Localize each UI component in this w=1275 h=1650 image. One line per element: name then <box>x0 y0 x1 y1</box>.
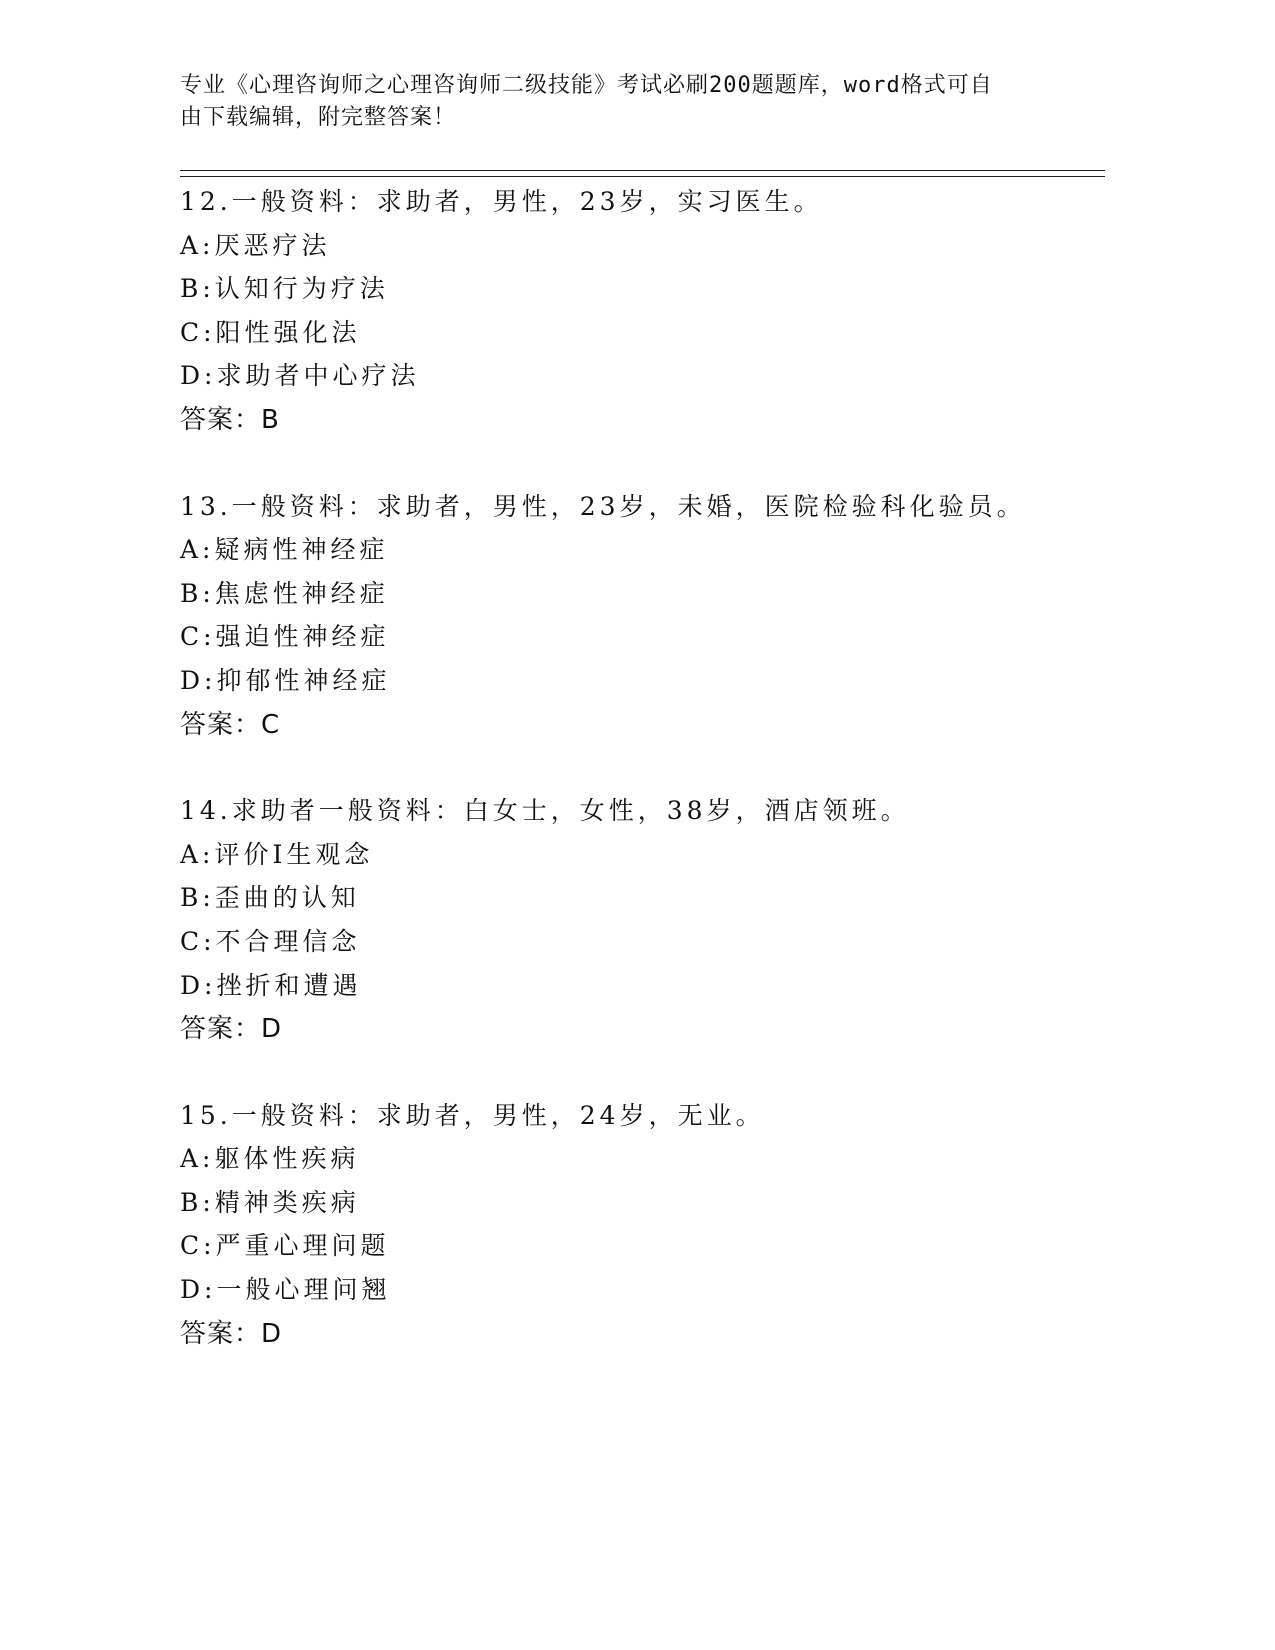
option-d: D:抑郁性神经症 <box>180 665 391 695</box>
question-stem: 12.一般资料：求助者，男性，23岁，实习医生。 <box>180 187 823 216</box>
option-d: D:求助者中心疗法 <box>180 361 420 391</box>
option-d: D:一般心理问翘 <box>180 1275 391 1305</box>
question-stem: 14.求助者一般资料：白女士，女性，38岁，酒店领班。 <box>180 796 910 826</box>
option-b: B:歪曲的认知 <box>180 883 360 913</box>
option-b: B:焦虑性神经症 <box>180 578 389 608</box>
option-a: A:躯体性疾病 <box>180 1144 360 1174</box>
question-15 <box>180 1099 1080 1361</box>
option-b: B:精神类疾病 <box>180 1187 360 1217</box>
question-stem: 13.一般资料：求助者，男性，23岁，未婚，医院检验科化验员。 <box>180 491 1026 521</box>
question-12 <box>180 185 1080 447</box>
header-divider-bottom <box>180 176 1105 177</box>
question-14 <box>180 794 1080 1056</box>
header-divider-top <box>180 170 1105 171</box>
option-c: C:严重心理问题 <box>180 1231 390 1261</box>
header-line-2: 由下载编辑，附完整答案！ <box>180 105 457 130</box>
question-list <box>180 185 1080 1360</box>
header-line-1: 专业《心理咨询师之心理咨询师二级技能》考试必刷200题题库，word格式可自 <box>180 73 993 98</box>
option-c: C:阳性强化法 <box>180 317 361 347</box>
option-a: A:疑病性神经症 <box>180 535 389 565</box>
question-stem: 15.一般资料：求助者，男性，24岁，无业。 <box>180 1100 765 1130</box>
answer-line: 答案：C <box>180 709 281 740</box>
option-a: A:厌恶疗法 <box>180 230 331 260</box>
option-b: B:认知行为疗法 <box>180 274 389 304</box>
answer-line: 答案：D <box>180 1014 283 1045</box>
option-a: A:评价Ⅰ生观念 <box>180 839 374 869</box>
answer-line: 答案：D <box>180 1318 283 1349</box>
answer-line: 答案：B <box>180 404 280 435</box>
question-13 <box>180 490 1080 752</box>
option-d: D:挫折和遭遇 <box>180 970 362 1000</box>
option-c: C:不合理信念 <box>180 926 361 956</box>
document-header <box>180 70 1040 134</box>
option-c: C:强迫性神经症 <box>180 622 390 652</box>
